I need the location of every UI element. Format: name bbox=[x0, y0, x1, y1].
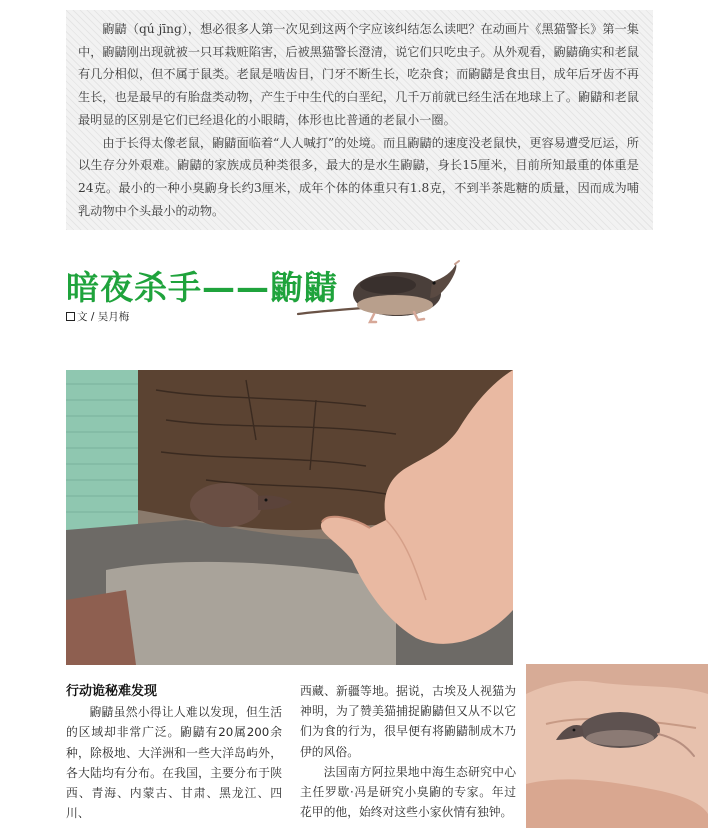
hand-photo bbox=[526, 664, 708, 828]
section-heading: 行动诡秘难发现 bbox=[66, 684, 158, 699]
shrew-illustration bbox=[292, 258, 462, 330]
body-paragraph: 鼩鼱虽然小得让人难以发现，但生活的区域却非常广泛。鼩鼱有20属200余种，除极地、大洋洲和一些大洋岛屿外，各大陆均有分布。在我国，主要分布于陕西、青海、内蒙古、甘肃、黑龙江、四川、 bbox=[66, 705, 282, 821]
intro-paragraph: 鼩鼱（qú jīng），想必很多人第一次见到这两个字应该纠结怎么读吧？在动画片《黑猫警长》第一集中，鼩鼱刚出现就被一只耳栽赃陷害，后被黑猫警长澄清，说它们只吃虫子。从外观看，鼩鼱确实和老鼠有几分相似，但不属于鼠类。老鼠是啮齿目，门牙不断生长，吃杂食；而鼩鼱是食虫目，成年后牙齿不再生长，也是最早的有胎盘类动物，产生于中生代的白垩纪，几千万前就已经生活在地球上了。鼩鼱和老鼠最明显的区别是它们已经退化的小眼睛，体形也比普通的老鼠小一圈。 bbox=[78, 22, 639, 127]
body-paragraph: 法国南方阿拉果地中海生态研究中心主任罗歇·冯是研究小臭鼩的专家。年过花甲的他，始终对这些小家伙情有独钟。 bbox=[300, 764, 516, 820]
byline-box-icon bbox=[66, 312, 75, 321]
body-paragraph: 西藏、新疆等地。据说，古埃及人视猫为神明，为了赞美猫捕捉鼩鼱但又从不以它们为食的行为，很早便有将鼩鼱制成木乃伊的风俗。 bbox=[300, 684, 516, 759]
body-column-2 bbox=[300, 681, 516, 822]
main-photo bbox=[66, 370, 513, 665]
byline-text: 文 / 吴月梅 bbox=[77, 311, 130, 323]
intro-box bbox=[66, 10, 653, 230]
body-column-1 bbox=[66, 682, 282, 823]
article-title: 暗夜杀手——鼩鼱 bbox=[66, 268, 338, 307]
intro-paragraph: 由于长得太像老鼠，鼩鼱面临着“人人喊打”的处境。而且鼩鼱的速度没老鼠快，更容易遭受厄运，所以生存分外艰难。鼩鼱的家族成员种类很多，最大的是水生鼩鼱，身长15厘米，目前所知最重的体重是24克。最小的一种小臭鼩身长约3厘米，成年个体的体重只有1.8克，不到半茶匙糖的质量，因而成为哺乳动物中个头最小的动物。 bbox=[78, 135, 639, 218]
byline bbox=[66, 309, 129, 324]
